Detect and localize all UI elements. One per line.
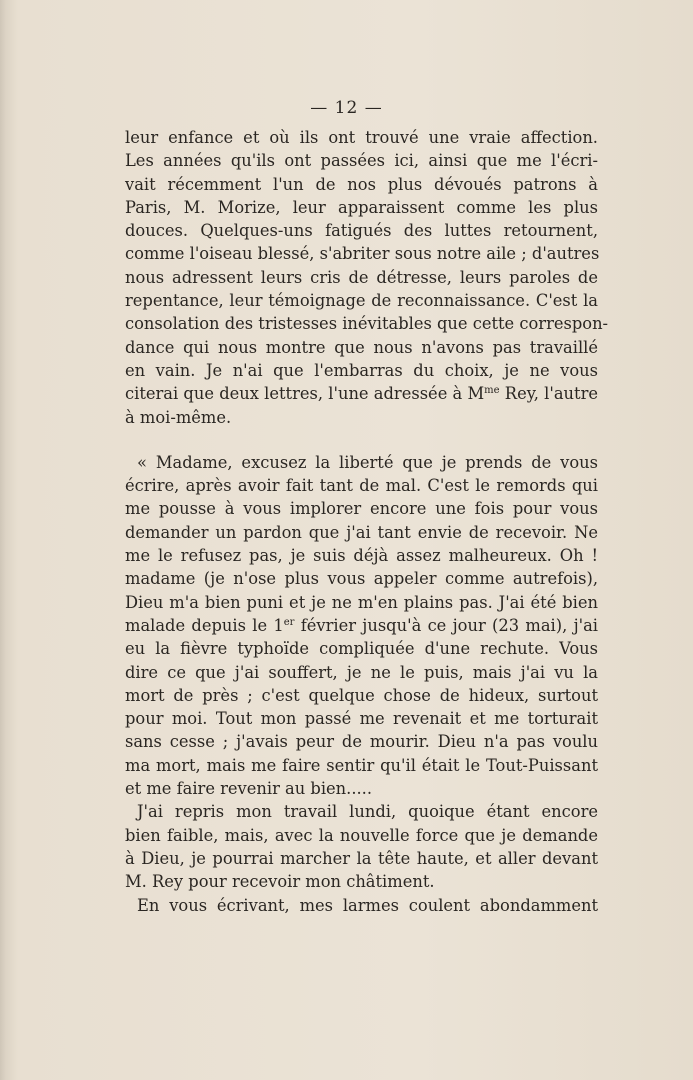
text-line: mort de près ; c'est quelque chose de hideux, surtout xyxy=(125,685,598,705)
text-line: pour moi. Tout mon passé me revenait et me torturait xyxy=(125,709,598,729)
text-fragment: malade depuis le 1 xyxy=(125,615,284,635)
page-number: — 12 — xyxy=(310,98,383,118)
text-line: à Dieu, je pourrai marcher la tête haute, et aller devant xyxy=(125,848,598,868)
text-line: leur enfance et où ils ont trouvé une vraie affection. xyxy=(125,128,598,147)
text-line: me le refusez pas, je suis déjà assez malheureux. Oh ! xyxy=(125,546,598,566)
text-line: comme l'oiseau blessé, s'abriter sous notre aile ; d'autres xyxy=(125,244,600,264)
text-line: me pousse à vous implorer encore une fois pour vous xyxy=(125,499,598,519)
text-line: bien faible, mais, avec la nouvelle force que je demande xyxy=(125,825,598,845)
text-line: Les années qu'ils ont passées ici, ainsi que me l'écri- xyxy=(125,151,598,171)
body-text xyxy=(125,126,609,917)
text-line: nous adressent leurs cris de détresse, leurs paroles de xyxy=(125,267,598,287)
text-line: sans cesse ; j'avais peur de mourir. Dieu n'a pas voulu xyxy=(125,732,598,752)
text-line: en vain. Je n'ai que l'embarras du choix, je ne vous xyxy=(125,360,598,380)
text-line: En vous écrivant, mes larmes coulent abondamment xyxy=(137,895,598,915)
text-line: et me faire revenir au bien..... xyxy=(125,779,373,799)
text-line: demander un pardon que j'ai tant envie de recevoir. Ne xyxy=(125,522,598,542)
text-line: J'ai repris mon travail lundi, quoique étant encore xyxy=(137,802,598,822)
text-line: ma mort, mais me faire sentir qu'il était le Tout-Puissant xyxy=(125,755,598,775)
text-line xyxy=(125,614,598,637)
text-line: repentance, leur témoignage de reconnaissance. C'est la xyxy=(125,291,598,311)
text-line xyxy=(125,382,598,405)
text-line: M. Rey pour recevoir mon châtiment. xyxy=(125,872,435,892)
text-line: à moi-même. xyxy=(125,407,232,427)
text-line: madame (je n'ose plus vous appeler comme autrefois), xyxy=(125,569,598,589)
text-fragment: février jusqu'à ce jour (23 mai), j'ai xyxy=(294,615,599,635)
text-line: « Madame, excusez la liberté que je prends de vous xyxy=(137,452,598,472)
text-line: douces. Quelques-uns fatigués des luttes retournent, xyxy=(125,221,598,241)
text-line: Dieu m'a bien puni et je ne m'en plains pas. J'ai été bien xyxy=(125,592,598,612)
text-line: dance qui nous montre que nous n'avons pas travaillé xyxy=(125,337,598,357)
text-line: consolation des tristesses inévitables que cette correspon- xyxy=(125,314,609,334)
text-fragment: citerai que deux lettres, l'une adressée à M xyxy=(125,384,485,404)
text-line: eu la fièvre typhoïde compliquée d'une rechute. Vous xyxy=(125,639,598,659)
text-line: Paris, M. Morize, leur apparaissent comme les plus xyxy=(125,197,598,217)
text-line: écrire, après avoir fait tant de mal. C'est le remords qui xyxy=(125,476,598,496)
text-line: vait récemment l'un de nos plus dévoués patrons à xyxy=(125,174,598,194)
superscript: me xyxy=(484,385,500,397)
superscript: er xyxy=(283,616,295,628)
text-line: dire ce que j'ai souffert, je ne le puis, mais j'ai vu la xyxy=(125,662,598,682)
text-fragment: Rey, l'autre xyxy=(499,384,598,404)
